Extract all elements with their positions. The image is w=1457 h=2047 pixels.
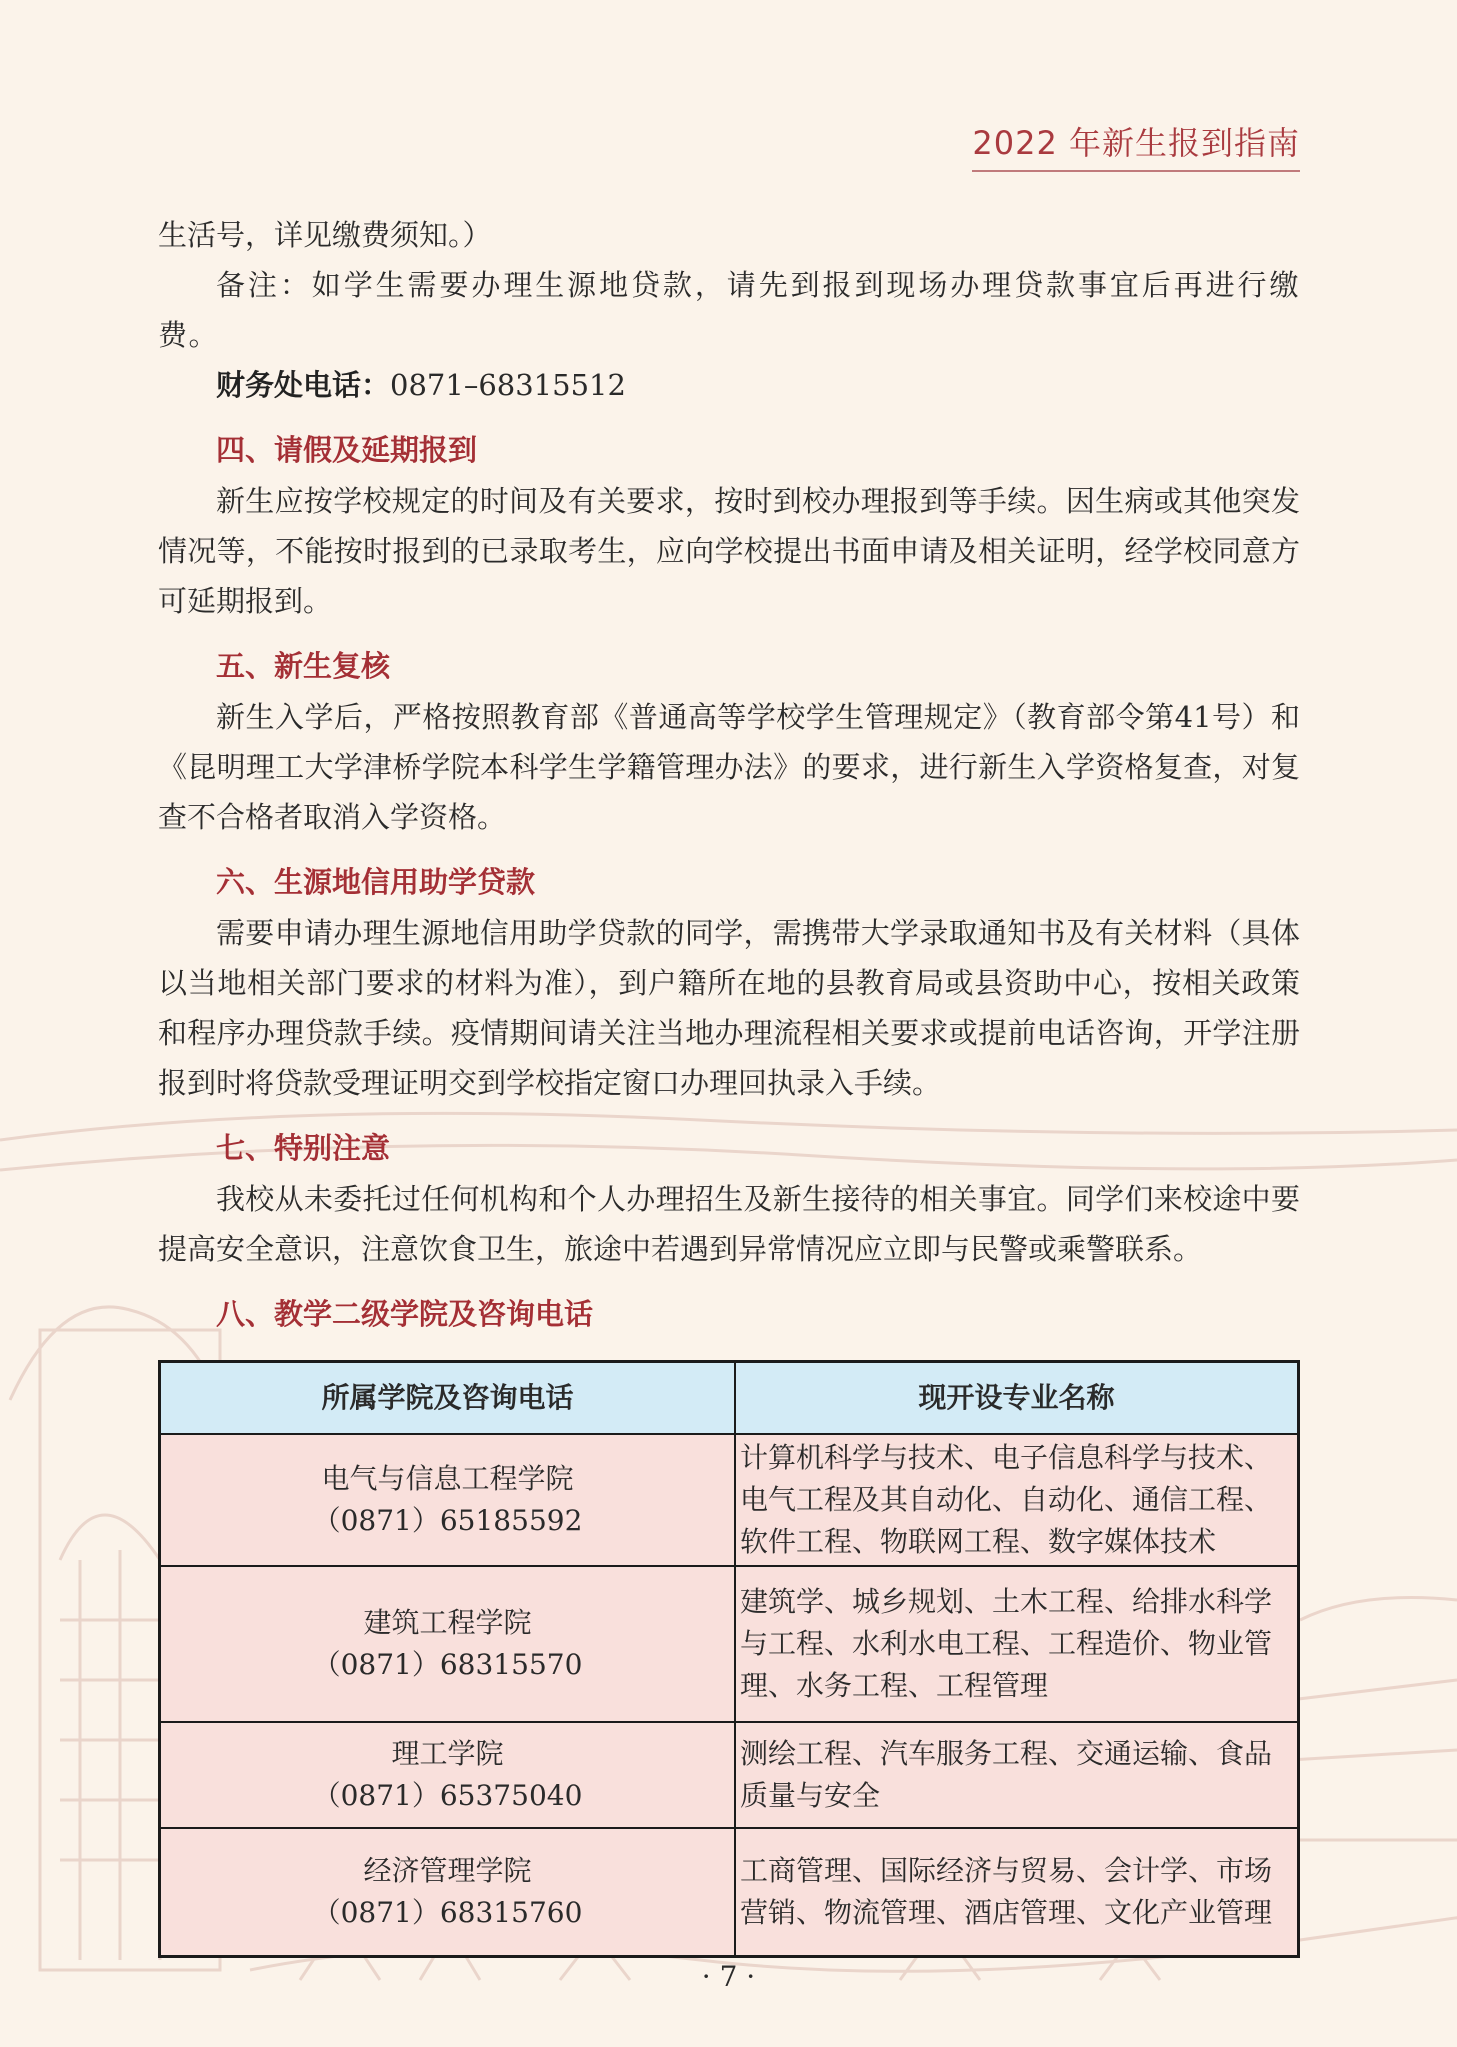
majors-cell: 测绘工程、汽车服务工程、交通运输、食品质量与安全 xyxy=(735,1722,1299,1828)
section-heading: 六、生源地信用助学贷款 xyxy=(216,865,536,899)
section-heading: 七、特别注意 xyxy=(216,1131,391,1165)
college-phone: （0871）65185592 xyxy=(312,1504,583,1537)
section-heading: 五、新生复核 xyxy=(216,649,391,683)
majors-cell: 建筑学、城乡规划、土木工程、给排水科学与工程、水利水电工程、工程造价、物业管理、水务工程、工程管理 xyxy=(735,1566,1299,1722)
table-row xyxy=(160,1828,1299,1956)
college-contact-table xyxy=(158,1360,1300,1958)
college-name: 理工学院 xyxy=(391,1737,504,1770)
college-name: 建筑工程学院 xyxy=(363,1606,532,1639)
intro-continuation: 生活号，详见缴费须知。） xyxy=(158,218,492,252)
finance-phone-label: 财务处电话： xyxy=(216,368,391,402)
finance-phone xyxy=(158,360,1300,410)
majors-cell: 计算机科学与技术、电子信息科学与技术、电气工程及其自动化、自动化、通信工程、软件工程、物联网工程、数字媒体技术 xyxy=(735,1434,1299,1566)
intro-note: 备注：如学生需要办理生源地贷款，请先到报到现场办理贷款事宜后再进行缴费。 xyxy=(158,268,1300,352)
college-cell xyxy=(160,1828,736,1956)
college-cell xyxy=(160,1434,736,1566)
section-body: 新生入学后，严格按照教育部《普通高等学校学生管理规定》（教育部令第41号）和《昆明理工大学津桥学院本科学生学籍管理办法》的要求，进行新生入学资格复查，对复查不合格者取消入学资格。 xyxy=(158,700,1300,834)
section-body: 需要申请办理生源地信用助学贷款的同学，需携带大学录取通知书及有关材料（具体以当地相关部门要求的材料为准），到户籍所在地的县教育局或县资助中心，按相关政策和程序办理贷款手续。疫情期间请关注当地办理流程相关要求或提前电话咨询，开学注册报到时将贷款受理证明交到学校指定窗口办理回执录入手续。 xyxy=(158,916,1300,1100)
guide-header-title: 2022 年新生报到指南 xyxy=(972,118,1300,172)
main-content xyxy=(158,210,1300,1958)
page-number: · 7 · xyxy=(701,1960,756,1993)
table-row xyxy=(160,1722,1299,1828)
table-header-majors: 现开设专业名称 xyxy=(735,1362,1299,1435)
college-phone: （0871）65375040 xyxy=(312,1779,583,1812)
college-phone: （0871）68315570 xyxy=(312,1648,583,1681)
section-body: 我校从未委托过任何机构和个人办理招生及新生接待的相关事宜。同学们来校途中要提高安全意识，注意饮食卫生，旅途中若遇到异常情况应立即与民警或乘警联系。 xyxy=(158,1182,1300,1266)
majors-cell: 工商管理、国际经济与贸易、会计学、市场营销、物流管理、酒店管理、文化产业管理 xyxy=(735,1828,1299,1956)
section-heading: 八、教学二级学院及咨询电话 xyxy=(216,1297,594,1331)
table-row xyxy=(160,1434,1299,1566)
college-cell xyxy=(160,1722,736,1828)
table-header-row xyxy=(160,1362,1299,1435)
section-heading: 四、请假及延期报到 xyxy=(216,433,478,467)
college-cell xyxy=(160,1566,736,1722)
section-body: 新生应按学校规定的时间及有关要求，按时到校办理报到等手续。因生病或其他突发情况等，不能按时报到的已录取考生，应向学校提出书面申请及相关证明，经学校同意方可延期报到。 xyxy=(158,484,1300,618)
college-name: 经济管理学院 xyxy=(363,1853,532,1887)
college-phone: （0871）68315760 xyxy=(312,1895,583,1929)
table-header-college: 所属学院及咨询电话 xyxy=(160,1362,736,1435)
table-row xyxy=(160,1566,1299,1722)
finance-phone-value: 0871–68315512 xyxy=(390,368,626,402)
college-name: 电气与信息工程学院 xyxy=(321,1462,574,1495)
